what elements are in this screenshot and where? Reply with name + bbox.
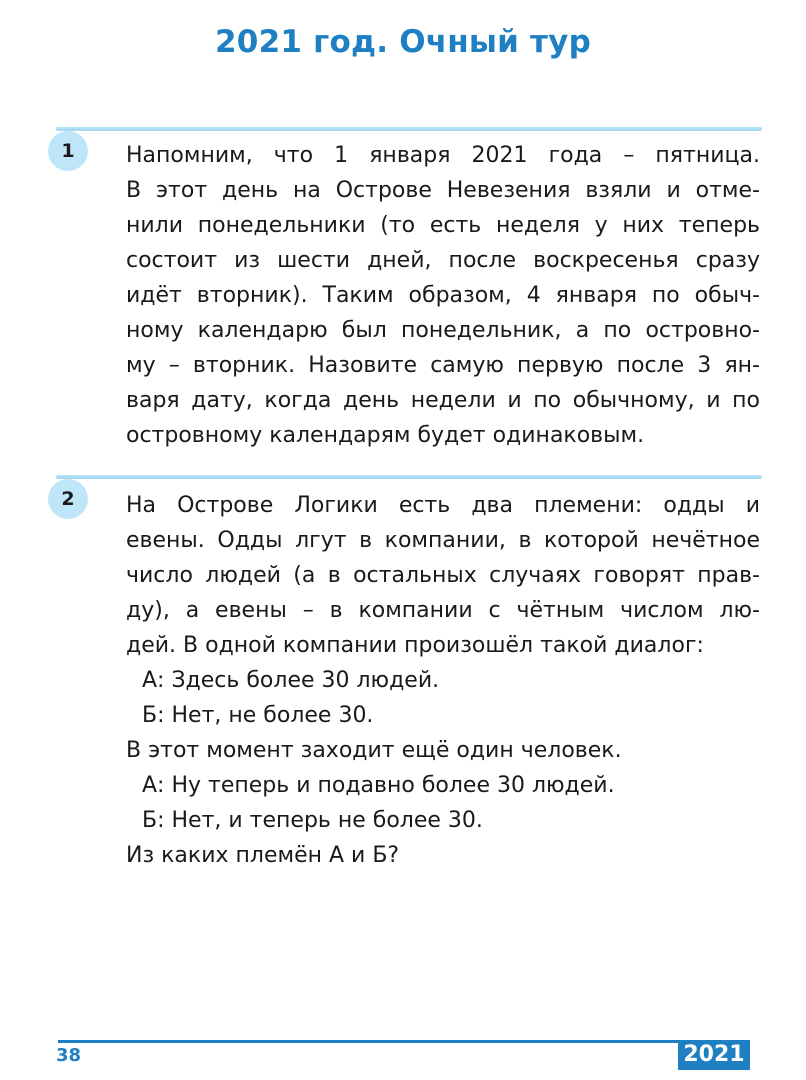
problem-1-line: островному календарям будет одинаковым. <box>126 423 645 448</box>
section-divider-2 <box>56 475 762 479</box>
problem-1-line: Напомним, что 1 января 2021 года – пятница. <box>126 143 760 168</box>
problem-1-line: нили понедельники (то есть неделя у них теперь <box>126 213 760 238</box>
problem-2-line: число людей (а в остальных случаях говорят прав- <box>126 563 760 588</box>
problem-number-badge-1: 1 <box>48 131 88 171</box>
page-number: 38 <box>56 1045 82 1066</box>
problem-2-line: дей. В одной компании произошёл такой диалог: <box>126 633 704 658</box>
problem-1-line: варя дату, когда день недели и по обычному, и по <box>126 388 760 413</box>
section-divider-1 <box>56 127 762 131</box>
problem-1-line: ному календарю был понедельник, а по островно- <box>126 318 760 343</box>
problem-1-line: состоит из шести дней, после воскресенья сразу <box>126 248 760 273</box>
problem-1-line: му – вторник. Назовите самую первую после 3 ян- <box>126 353 760 378</box>
page-title: 2021 год. Очный тур <box>215 24 591 60</box>
problem-2-line: В этот момент заходит ещё один человек. <box>126 738 622 763</box>
dialog-line-a: А: Здесь более 30 людей. <box>142 668 440 693</box>
problem-2-line: евены. Одды лгут в компании, в которой нечётное <box>126 528 760 553</box>
year-badge: 2021 <box>678 1040 750 1070</box>
problem-1-line: идёт вторник). Таким образом, 4 января по обыч- <box>126 283 760 308</box>
problem-number-badge-2: 2 <box>48 479 88 519</box>
problem-1-text <box>126 138 760 453</box>
dialog-line-b: Б: Нет, не более 30. <box>142 703 374 728</box>
problem-2-line: На Острове Логики есть два племени: одды и <box>126 493 760 518</box>
problem-1-line: В этот день на Острове Невезения взяли и отме- <box>126 178 760 203</box>
problem-2-line: ду), а евены – в компании с чётным числом лю- <box>126 598 760 623</box>
problem-2-question: Из каких племён А и Б? <box>126 843 400 868</box>
footer-rule <box>58 1040 750 1043</box>
dialog-line-a: А: Ну теперь и подавно более 30 людей. <box>142 773 615 798</box>
problem-2-text <box>126 488 760 873</box>
dialog-line-b: Б: Нет, и теперь не более 30. <box>142 808 483 833</box>
